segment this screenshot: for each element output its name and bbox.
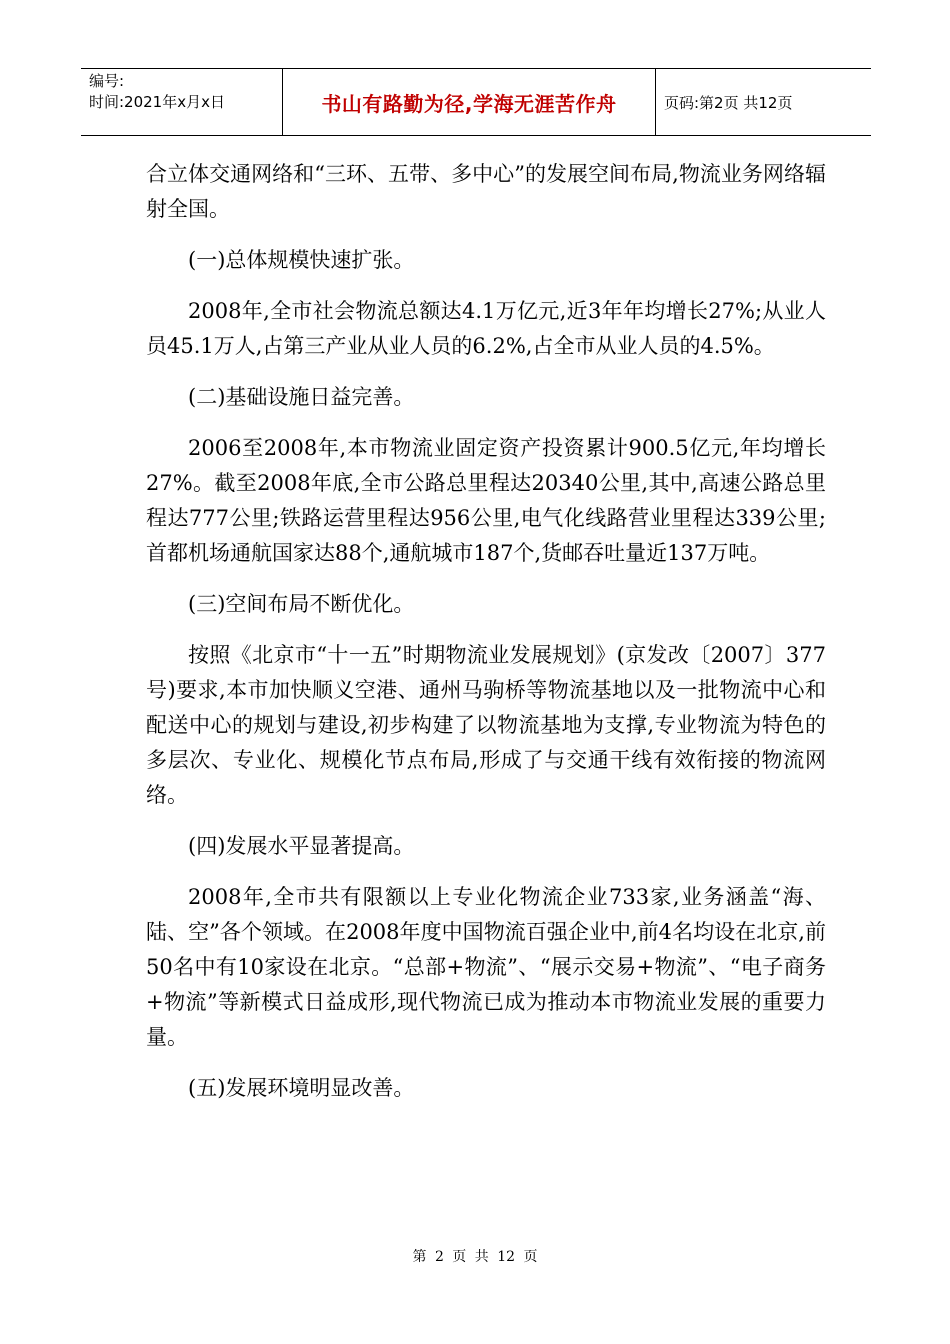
section-heading-5: (五)发展环境明显改善。	[188, 1076, 415, 1100]
paragraph-continuation: 合立体交通网络和“三环、五带、多中心”的发展空间布局,物流业务网络辐射全国。	[146, 162, 826, 221]
section-heading-3: (三)空间布局不断优化。	[188, 592, 415, 616]
header-motto: 书山有路勤为径,学海无涯苦作舟	[282, 69, 656, 135]
header-meta	[81, 69, 282, 135]
document-body	[146, 157, 826, 1106]
section-heading-2: (二)基础设施日益完善。	[188, 385, 415, 409]
date-label: 时间:2021年x月x日	[89, 93, 225, 111]
paragraph-layout: 按照《北京市“十一五”时期物流业发展规划》(京发改〔2007〕377号)要求,本市加快顺义空港、通州马驹桥等物流基地以及一批物流中心和配送中心的规划与建设,初步构建了以物流基地为支撑,专业物流为特色的多层次、专业化、规模化节点布局,形成了与交通干线有效衔接的物流网络。	[146, 643, 826, 807]
serial-number-label: 编号:	[89, 72, 125, 90]
page-header	[81, 68, 871, 136]
paragraph-development: 2008年,全市共有限额以上专业化物流企业733家,业务涵盖“海、陆、空”各个领域。在2008年度中国物流百强企业中,前4名均设在北京,前50名中有10家设在北京。“总部+物流”、“展示交易+物流”、“电子商务+物流”等新模式日益成形,现代物流已成为推动本市物流业发展的重要力量。	[146, 885, 826, 1049]
page-footer: 第 2 页 共 12 页	[412, 1249, 538, 1265]
section-heading-1: (一)总体规模快速扩张。	[188, 248, 415, 272]
header-page-indicator: 页码:第2页 共12页	[664, 93, 793, 112]
paragraph-infrastructure: 2006至2008年,本市物流业固定资产投资累计900.5亿元,年均增长27%。截至2008年底,全市公路总里程达20340公里,其中,高速公路总里程达777公里;铁路运营里程达956公里,电气化线路营业里程达339公里;首都机场通航国家达88个,通航城市187个,货邮吞吐量近137万吨。	[146, 436, 826, 565]
paragraph-scale: 2008年,全市社会物流总额达4.1万亿元,近3年年均增长27%;从业人员45.1万人,占第三产业从业人员的6.2%,占全市从业人员的4.5%。	[146, 299, 826, 358]
section-heading-4: (四)发展水平显著提高。	[188, 834, 415, 858]
